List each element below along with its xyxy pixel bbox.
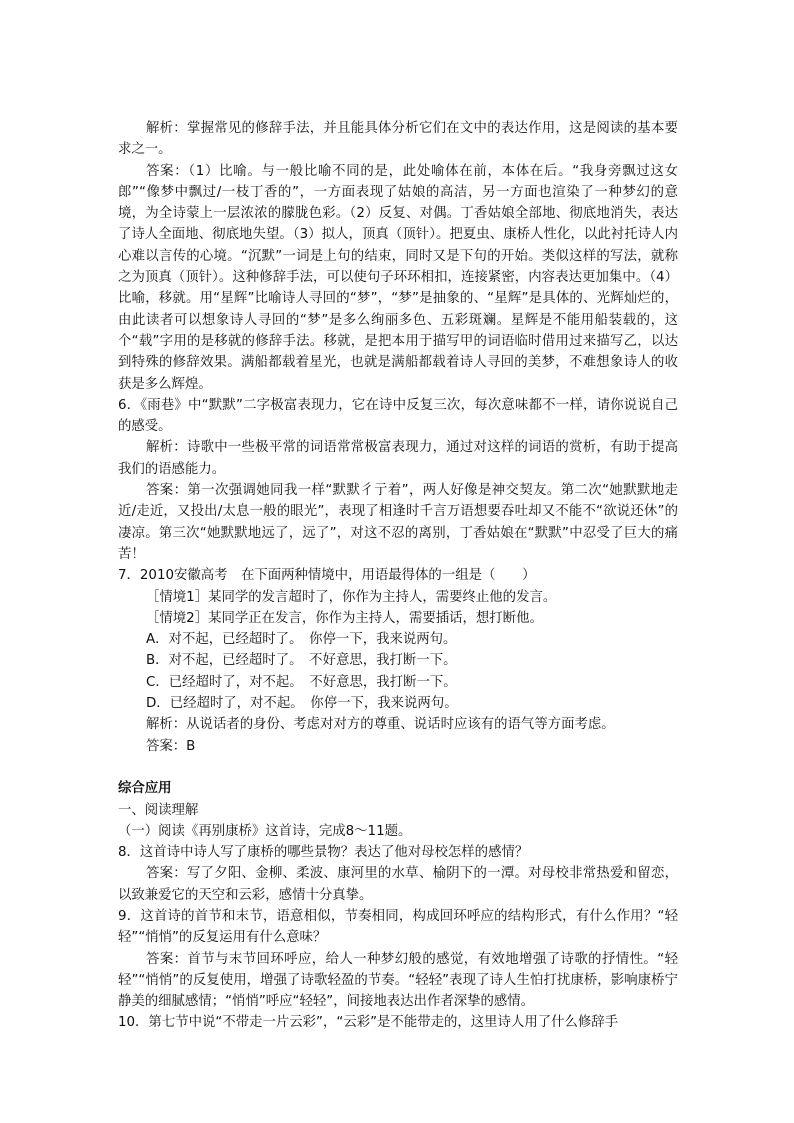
question-7: 7．2010安徽高考 在下面两种情境中，用语最得体的一组是（ ） — [118, 568, 536, 584]
question-8: 8．这首诗中诗人写了康桥的哪些景物？表达了他对母校怎样的感情？ — [118, 845, 529, 861]
analysis-6: 解析：诗歌中一些极平常的词语常常极富表现力，通过对这样的词语的赏析，有助于提高我们的语感能力。 — [118, 440, 678, 477]
question-9: 9．这首诗的首节和末节，语意相似，节奏相同，构成回环呼应的结构形式，有什么作用？“轻轻”“悄悄”的反复运用有什么意味？ — [118, 908, 678, 946]
scenario-2: ［情境2］某同学正在发言，你作为主持人，需要插话，想打断他。 — [146, 610, 543, 626]
answer-8: 答案：写了夕阳、金柳、柔波、康河里的水草、榆阴下的一潭。对母校非常热爱和留恋，以致兼爱它的天空和云彩，感情十分真挚。 — [118, 866, 678, 903]
option-a: A．对不起，已经超时了。 你停一下，我来说两句。 — [146, 632, 457, 648]
scenario-1: ［情境1］某同学的发言超时了，你作为主持人，需要终止他的发言。 — [146, 589, 557, 605]
document-page — [118, 118, 678, 1034]
reading-instruction: （一）阅读《再别康桥》这首诗，完成8～11题。 — [118, 823, 412, 839]
spacer — [118, 757, 678, 778]
question-6: 6．《雨巷》中“默默”二字极富表现力，它在诗中反复三次，每次意味都不一样，请你说说自己的感受。 — [118, 397, 678, 435]
analysis-7: 解析：从说话者的身份、考虑对对方的尊重、说话时应该有的语气等方面考虑。 — [146, 717, 615, 733]
option-d: D．已经超时了，对不起。 你停一下，我来说两句。 — [146, 696, 458, 712]
answer-9: 答案：首节与末节回环呼应，给人一种梦幻般的感觉，有效地增强了诗歌的抒情性。“轻轻”“悄悄”的反复使用，增强了诗歌轻盈的节奏。“轻轻”表现了诗人生怕打扰康桥，影响康桥宁静美的细腻感情；“悄悄”呼应“轻轻”，间接地表达出作者深挚的感情。 — [118, 951, 678, 1010]
question-10: 10．第七节中说“不带走一片云彩”，“云彩”是不能带走的，这里诗人用了什么修辞手 — [118, 1015, 619, 1031]
answer-7: 答案：B — [146, 738, 196, 754]
section-heading: 综合应用 — [118, 781, 172, 797]
subsection-heading: 一、阅读理解 — [118, 802, 199, 818]
analysis-5: 解析：掌握常见的修辞手法，并且能具体分析它们在文中的表达作用，这是阅读的基本要求之一。 — [118, 121, 678, 158]
option-c: C．已经超时了，对不起。 不好意思，我打断一下。 — [146, 674, 457, 690]
answer-6: 答案：第一次强调她同我一样“默默彳亍着”，两人好像是神交契友。第二次“她默默地走近/走近，又投出/太息一般的眼光”，表现了相逢时千言万语想要吞吐却又不能不“欲说还休”的凄凉。第三次“她默默地远了，远了”，对这不忍的离别，丁香姑娘在“默默”中忍受了巨大的痛苦！ — [118, 483, 678, 562]
answer-5: 答案：（1）比喻。与一般比喻不同的是，此处喻体在前，本体在后。“我身旁飘过这女郎”“像梦中飘过/一枝丁香的”，一方面表现了姑娘的高洁，另一方面也渲染了一种梦幻的意境，为全诗蒙上一层浓浓的朦胧色彩。（2）反复、对偶。丁香姑娘全部地、彻底地消失，表达了诗人全面地、彻底地失望。（3）拟人，顶真（顶针）。把夏虫、康桥人性化，以此衬托诗人内心难以言传的心境。“沉默”一词是上句的结束，同时又是下句的开始。类似这样的写法，就称之为顶真（顶针）。这种修辞手法，可以使句子环环相扣，连接紧密，内容表达更加集中。（4）比喻，移就。用“星辉”比喻诗人寻回的“梦”，“梦”是抽象的、“星辉”是具体的、光辉灿烂的，由此读者可以想象诗人寻回的“梦”是多么绚丽多色、五彩斑斓。星辉是不能用船装载的，这个“载”字用的是移就的修辞手法。移就，是把本用于描写甲的词语临时借用过来描写乙，以达到特殊的修辞效果。满船都载着星光，也就是满船都载着诗人寻回的美梦，不难想象诗人的收获是多么辉煌。 — [118, 163, 678, 392]
option-b: B．对不起，已经超时了。 不好意思，我打断一下。 — [146, 653, 457, 669]
